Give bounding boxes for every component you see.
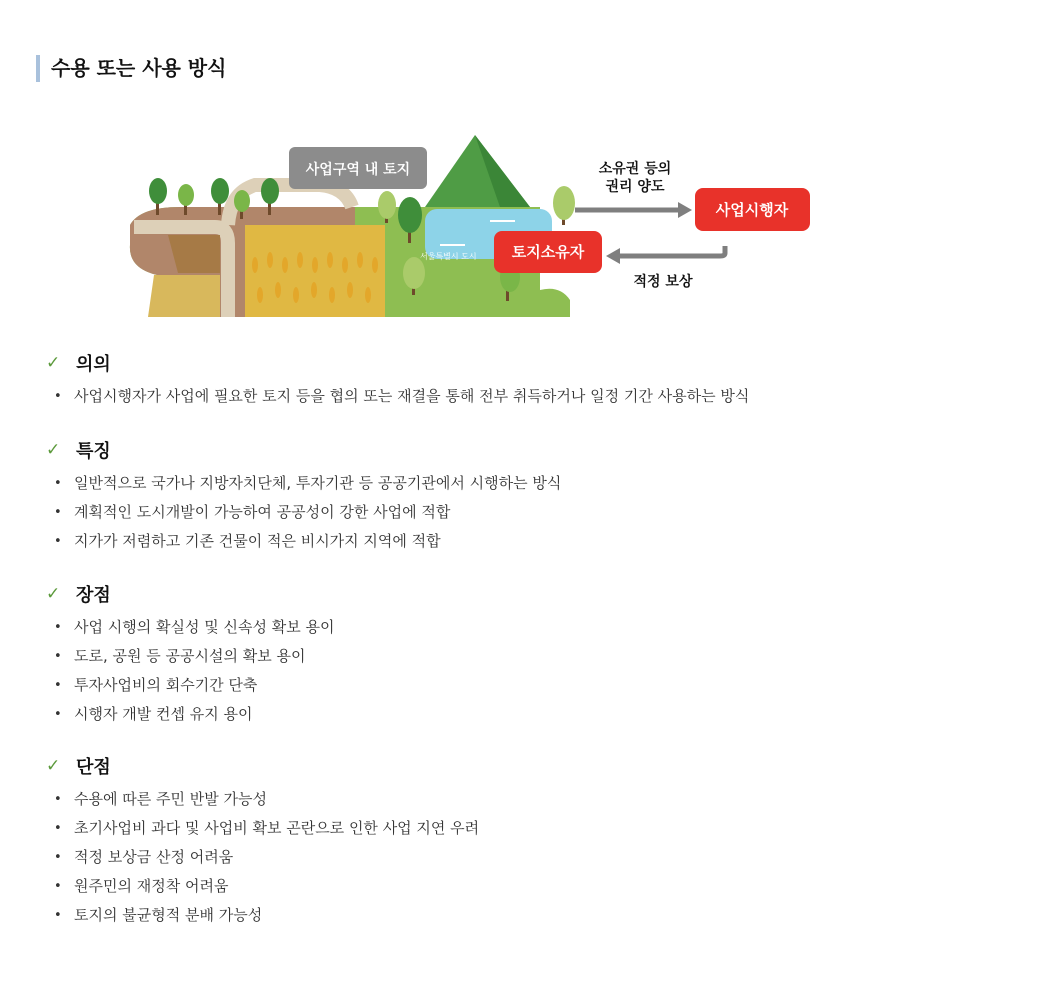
section-header [46,350,749,376]
section-advantages [46,581,334,729]
land-acquisition-illustration [120,125,820,325]
list-item: • 토지의 불균형적 분배 가능성 [46,901,479,930]
transfer-label-2: 권리 양도 [605,179,665,195]
section-disadvantages [46,753,479,930]
list-item: • 지가가 저렴하고 기존 건물이 적은 비시가지 지역에 적합 [46,527,561,556]
section-header [46,437,561,463]
section-header [46,581,334,607]
list-item: • 시행자 개발 컨셉 유지 용이 [46,700,334,729]
check-icon: ✓ [46,440,61,460]
section-heading: 의의 [76,354,111,375]
section-features [46,437,561,556]
list-item: • 수용에 따른 주민 반발 가능성 [46,785,479,814]
owner-label: 토지소유자 [511,243,585,261]
list-item: • 투자사업비의 회수기간 단축 [46,671,334,700]
land-label: 사업구역 내 토지 [305,162,411,178]
section-heading: 단점 [76,757,111,778]
farm-plot [148,275,220,317]
list-item: • 사업시행자가 사업에 필요한 토지 등을 협의 또는 재결을 통해 전부 취득하거나 일정 기간 사용하는 방식 [46,382,749,411]
list-item: • 원주민의 재정착 어려움 [46,872,479,901]
section-significance [46,350,749,411]
section-heading: 특징 [76,441,111,462]
list-item: • 사업 시행의 확실성 및 신속성 확보 용이 [46,613,334,642]
compensation-arrow [618,246,725,256]
check-icon: ✓ [46,584,61,604]
watermark-text: 서울특별시 도시 [420,252,477,261]
arrow-head [678,202,692,218]
compensation-label: 적정 보상 [633,274,693,290]
arrow-head [606,248,620,264]
transfer-label-1: 소유권 등의 [598,161,672,177]
list-item: • 초기사업비 과다 및 사업비 확보 곤란으로 인한 사업 지연 우려 [46,814,479,843]
section-header [46,753,479,779]
check-icon: ✓ [46,756,61,776]
list-item: • 도로, 공원 등 공공시설의 확보 용이 [46,642,334,671]
list-item: • 적정 보상금 산정 어려움 [46,843,479,872]
list-item: • 계획적인 도시개발이 가능하여 공공성이 강한 사업에 적합 [46,498,561,527]
section-heading: 장점 [76,585,111,606]
list-item: • 일반적으로 국가나 지방자치단체, 투자기관 등 공공기관에서 시행하는 방식 [46,469,561,498]
page-title: 수용 또는 사용 방식 [36,55,226,82]
check-icon: ✓ [46,353,61,373]
developer-label: 사업시행자 [715,201,789,219]
